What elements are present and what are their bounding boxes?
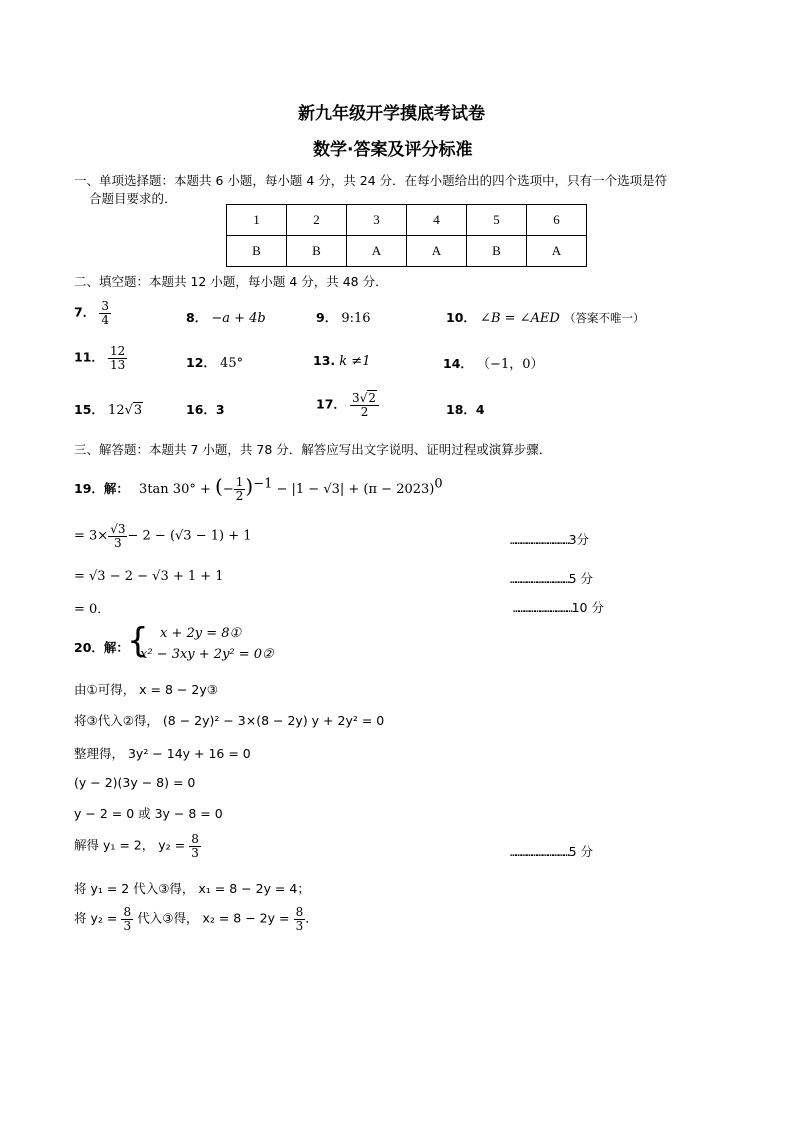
q17-answer	[316, 392, 379, 418]
table-cell: B	[467, 236, 527, 267]
q15-label: 15．	[74, 402, 104, 417]
q19-problem: 19．解： 3tan 30° + (− $\frac{1}{2}$ )$^{-1} - |1 - √3| + (\pi - 2023)^0$	[74, 474, 443, 503]
q12-expression: 45°	[220, 356, 244, 371]
q20-line5: y − 2 = 0 或 3y − 8 = 0	[74, 806, 223, 821]
q20-equation1: x + 2y = 8①	[160, 626, 242, 641]
fraction-denominator: 3	[114, 535, 122, 550]
q20-score	[510, 842, 593, 860]
q19-step2: = √3 − 2 − √3 + 1 + 1	[74, 569, 224, 584]
q12-answer	[186, 353, 243, 371]
score-leader-dots: ……………………………	[510, 534, 569, 547]
table-cell: A	[347, 236, 407, 267]
q19-expression-part: 3tan 30° +	[139, 482, 211, 497]
q10-note: （答案不唯一）	[563, 311, 645, 325]
q7-fraction	[99, 300, 111, 326]
q20-line8-text: 将 y₂ =	[74, 910, 118, 926]
fraction-numerator: 8	[191, 832, 199, 846]
score-value: 5 分	[568, 844, 593, 859]
score-value: 10 分	[571, 600, 604, 615]
fraction-denominator: 4	[101, 312, 109, 327]
score-value: 5 分	[568, 571, 593, 586]
answer-table-number-row	[227, 205, 587, 236]
score-leader-dots: ……………………………	[510, 846, 569, 859]
q19-exponent-zero: 0	[434, 476, 443, 492]
q20-line6-text: 解得 y₁ = 2， y₂ =	[74, 837, 186, 853]
q19-step1-rest: − 2 − (√3 − 1) + 1	[127, 528, 252, 544]
q14-label: 14．	[443, 356, 473, 371]
answer-table	[226, 204, 587, 267]
section1-heading-line1: 一、单项选择题：本题共 6 小题，每小题 4 分，共 24 分．在每小题给出的四个选项中，只有一个选项是符	[74, 173, 668, 188]
q13-answer	[313, 353, 370, 369]
q20-line4: (y − 2)(3y − 8) = 0	[74, 775, 196, 790]
q15-answer	[74, 400, 143, 418]
q13-label: 13.	[313, 353, 336, 368]
q9-expression: 9:16	[341, 311, 371, 326]
q19-step1-fraction	[108, 523, 127, 549]
section2-heading: 二、填空题：本题共 12 小题，每小题 4 分，共 48 分．	[74, 274, 388, 289]
q16-answer: 16．3	[186, 402, 225, 417]
table-cell: 5	[467, 205, 527, 236]
q19-exponent: −1	[253, 476, 273, 492]
q19-fraction	[234, 476, 246, 502]
q20-equation2: x² − 3xy + 2y² = 0②	[140, 647, 274, 662]
table-cell: B	[227, 236, 287, 267]
q15-coefficient: 12	[108, 403, 125, 418]
q20-line6-fraction	[189, 833, 201, 859]
table-cell: 3	[347, 205, 407, 236]
page-title: 新九年级开学摸底考试卷	[298, 104, 485, 124]
q20-line8-text-mid: 代入③得， x₂ = 8 − 2y =	[137, 910, 290, 926]
q20-line1: 由①可得， x = 8 − 2y③	[74, 682, 218, 697]
q15-radicand: 3	[133, 403, 143, 418]
q20-line8	[74, 906, 318, 932]
fraction-numerator: 1	[235, 475, 244, 490]
q20-line8-fraction	[121, 906, 133, 932]
q20-line3: 整理得， 3y² − 14y + 16 = 0	[74, 746, 251, 761]
q19-step1-start: = 3×	[74, 528, 109, 544]
q9-label: 9．	[316, 310, 338, 325]
section1-heading-line2: 合题目要求的．	[89, 191, 177, 206]
page-subtitle: 数学·答案及评分标准	[313, 140, 473, 160]
q19-score2	[510, 569, 593, 587]
fraction-numerator: 8	[123, 905, 132, 919]
q11-answer	[74, 345, 127, 371]
fraction-denominator: 3	[295, 918, 304, 933]
q19-score3	[513, 598, 604, 616]
fraction-numerator: 3	[101, 299, 109, 313]
q18-answer: 18．4	[446, 402, 485, 417]
q20-line7: 将 y₁ = 2 代入③得， x₁ = 8 − 2y = 4；	[74, 881, 310, 896]
q11-fraction	[108, 345, 127, 371]
q10-label: 10．	[446, 310, 476, 325]
q8-label: 8．	[186, 310, 208, 325]
q19-step1	[74, 523, 252, 549]
fraction-numerator: 12	[110, 344, 126, 358]
system-brace: {	[127, 621, 149, 661]
fraction-denominator: 2	[360, 404, 369, 419]
q8-answer	[186, 308, 266, 326]
q20-label: 20．解：	[74, 640, 129, 655]
q10-answer	[446, 308, 644, 326]
table-cell: B	[287, 236, 347, 267]
q9-answer	[316, 308, 371, 326]
fraction-denominator: 3	[191, 845, 199, 860]
fraction-numerator: 8	[295, 905, 304, 919]
fraction-denominator: 2	[235, 489, 244, 503]
q19-expression-part: − |1 − √3| + (π − 2023)	[276, 482, 435, 497]
q20-line2: 将③代入②得， (8 − 2y)² − 3×(8 − 2y) y + 2y² = 0	[74, 713, 385, 728]
q17-num-coefficient: 3	[352, 391, 360, 405]
q17-fraction	[350, 392, 379, 418]
q8-expression: −a + 4b	[211, 311, 266, 326]
table-cell: 1	[227, 205, 287, 236]
q17-num-radicand: 2	[368, 391, 376, 405]
q20-line8-result-fraction	[294, 906, 306, 932]
score-value: 3分	[568, 532, 590, 547]
q7-label: 7．	[74, 304, 96, 320]
table-cell: 2	[287, 205, 347, 236]
q19-label: 19．解：	[74, 481, 129, 496]
q19-step3: = 0．	[74, 602, 111, 617]
section3-heading: 三、解答题：本题共 7 小题，共 78 分．解答应写出文字说明、证明过程或演算步骤．	[74, 442, 552, 457]
score-leader-dots: ……………………………	[513, 602, 572, 615]
q12-label: 12．	[186, 355, 216, 370]
q11-label: 11．	[74, 349, 104, 365]
fraction-denominator: 13	[110, 357, 126, 372]
q14-answer	[443, 353, 543, 372]
q14-expression: （−1，0）	[477, 357, 544, 372]
q20-line6	[74, 833, 201, 859]
answer-table-answer-row	[227, 236, 587, 267]
table-cell: 4	[407, 205, 467, 236]
fraction-denominator: 3	[123, 918, 132, 933]
q17-label: 17．	[316, 396, 346, 412]
table-cell: A	[527, 236, 587, 267]
table-cell: 6	[527, 205, 587, 236]
sqrt-sign: √	[124, 403, 133, 418]
q13-expression: k ≠1	[339, 354, 371, 369]
fraction-numerator: √3	[110, 522, 126, 536]
q10-expression: ∠B = ∠AED	[480, 311, 560, 326]
q20-line8-end: ．	[305, 910, 318, 926]
table-cell: A	[407, 236, 467, 267]
score-leader-dots: ……………………………	[510, 573, 569, 586]
q19-score1	[510, 530, 589, 548]
fraction-numerator: 3√2	[350, 392, 379, 406]
q7-answer	[74, 300, 111, 326]
